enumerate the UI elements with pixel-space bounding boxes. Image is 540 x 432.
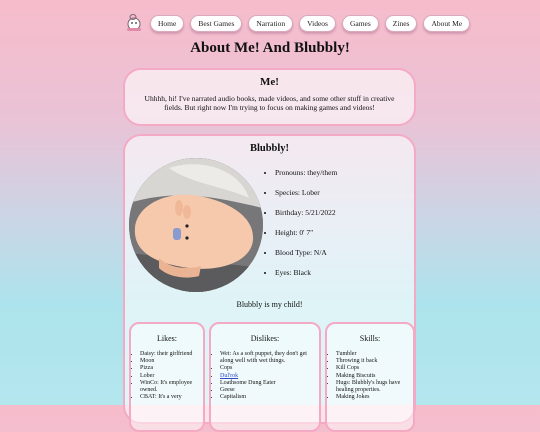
list-item: • Cops — [220, 365, 319, 372]
blubbly-caption: Blubbly is my child! — [236, 300, 303, 309]
nav-narration-button[interactable]: Narration — [248, 15, 293, 32]
page-title: About Me! And Blubbly! — [190, 40, 350, 56]
top-nav — [124, 12, 470, 34]
nav-games-button[interactable]: Games — [342, 15, 379, 32]
list-item: • Geese — [220, 387, 319, 394]
nav-about-me-button[interactable]: About Me — [423, 15, 470, 32]
site-logo-icon[interactable] — [124, 12, 144, 34]
me-card — [123, 68, 416, 126]
nav-best-games-button[interactable]: Best Games — [190, 15, 242, 32]
blubbly-photo — [129, 158, 263, 292]
dislikes-card — [209, 322, 321, 432]
skills-card — [325, 322, 415, 432]
fact-eyes: • Eyes: Black — [275, 266, 337, 286]
list-item — [220, 373, 319, 380]
nav-zines-button[interactable]: Zines — [385, 15, 418, 32]
nav-home-button[interactable]: Home — [150, 15, 184, 32]
me-text: Uhhhh, hi! I've narrated audio books, made videos, and some other stuff in creative fields. But right now I'm trying to focus on making games and videos! — [144, 94, 395, 112]
fact-height: • Height: 0' 7" — [275, 226, 337, 246]
list-item: • Moon — [140, 358, 203, 365]
list-item: • Pizza — [140, 365, 203, 372]
fact-blood-type: • Blood Type: N/A — [275, 246, 337, 266]
blubbly-card — [123, 134, 416, 424]
likes-heading: Likes: — [157, 334, 177, 343]
blubbly-facts-list — [261, 166, 337, 286]
list-item: • Hugs: Blubbly's hugs have healing properties. — [336, 380, 413, 394]
skills-list — [327, 351, 413, 401]
nav-videos-button[interactable]: Videos — [299, 15, 336, 32]
list-item: • Making Biscuits — [336, 373, 413, 380]
list-item: • Tumbler — [336, 351, 413, 358]
dislikes-heading: Dislikes: — [250, 334, 280, 343]
fact-pronouns: • Pronouns: they/them — [275, 166, 337, 186]
blubbly-heading: Blubbly! — [249, 143, 290, 154]
dulrok-link[interactable]: Dul'rok — [220, 372, 239, 379]
list-item: • Daisy: their girlfriend — [140, 351, 203, 358]
list-item: • Wet: As a soft puppet, they don't get along well with wet things. — [220, 351, 319, 365]
list-item: • Making Jokes — [336, 394, 413, 401]
dislikes-list — [211, 351, 319, 401]
likes-card — [129, 322, 205, 432]
list-item: • Capitalism — [220, 394, 319, 401]
list-item: • CBAT: It's a very — [140, 394, 203, 401]
list-item: • Kill Cops — [336, 365, 413, 372]
list-item: • WinCo: It's employee owned. — [140, 380, 203, 394]
fact-species: • Species: Lober — [275, 186, 337, 206]
me-heading: Me! — [260, 76, 279, 88]
likes-list — [131, 351, 203, 401]
fact-birthday: • Birthday: 5/21/2022 — [275, 206, 337, 226]
skills-heading: Skills: — [359, 334, 381, 343]
list-item: • Throwing it back — [336, 358, 413, 365]
list-item: • Lober — [140, 373, 203, 380]
list-item: • Loathsome Dung Eater — [220, 380, 319, 387]
